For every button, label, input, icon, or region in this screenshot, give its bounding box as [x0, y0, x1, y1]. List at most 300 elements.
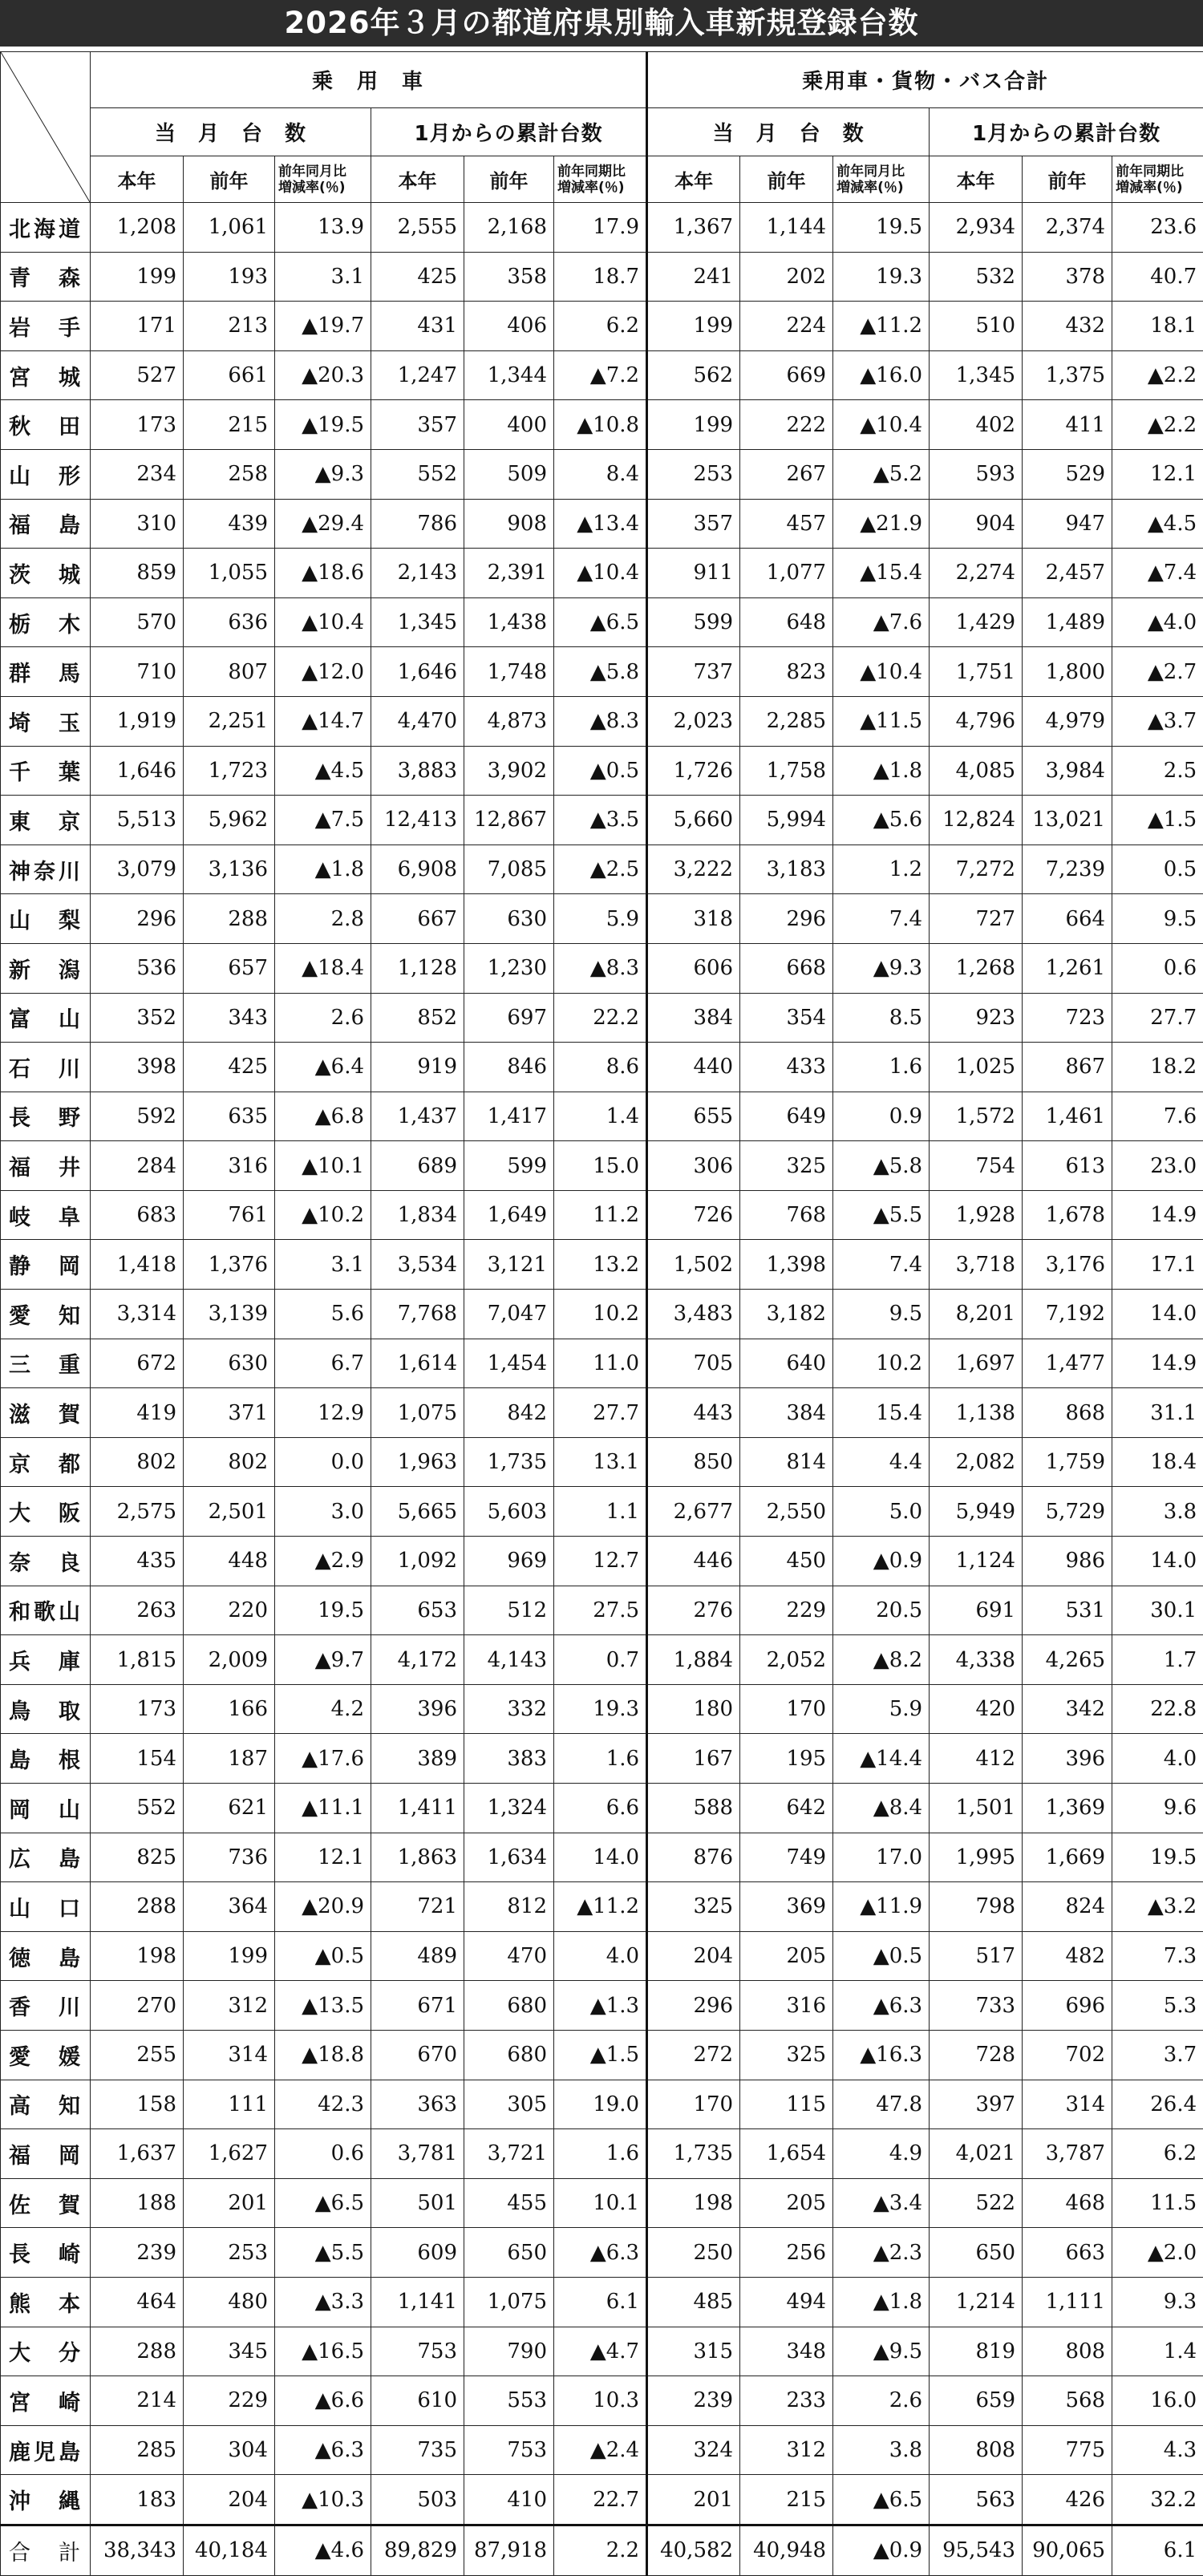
table-cell: ▲7.5 — [275, 796, 371, 845]
table-cell: 4,143 — [464, 1635, 554, 1685]
table-cell: 609 — [371, 2228, 464, 2278]
table-cell: 648 — [740, 597, 833, 647]
table-row — [1, 2129, 1203, 2179]
table-cell: 696 — [1023, 1981, 1112, 2031]
table-cell: 89,829 — [371, 2525, 464, 2575]
table-cell: ▲10.8 — [554, 400, 647, 450]
table-row — [1, 2080, 1203, 2129]
table-cell: 852 — [371, 993, 464, 1043]
table-cell: 2,168 — [464, 203, 554, 253]
table-cell: 5.0 — [833, 1487, 930, 1537]
table-cell: 1,634 — [464, 1833, 554, 1882]
table-cell: 3.8 — [833, 2425, 930, 2475]
table-cell: 0.6 — [1112, 943, 1203, 993]
table-cell: 90,065 — [1023, 2525, 1112, 2575]
table-row — [1, 499, 1203, 549]
table-row — [1, 1586, 1203, 1635]
table-cell: 3,534 — [371, 1240, 464, 1290]
prefecture-name: 和歌山 — [1, 1586, 91, 1635]
table-cell: 180 — [647, 1684, 740, 1734]
col-header-yoy-line2: 増減率(％) — [275, 180, 371, 196]
table-row — [1, 2475, 1203, 2525]
group-header-passenger: 乗 用 車 — [91, 52, 647, 108]
subheader-month: 当 月 台 数 — [647, 108, 930, 156]
table-cell: 12.1 — [275, 1833, 371, 1882]
table-cell: 345 — [184, 2327, 275, 2376]
table-cell: 4,470 — [371, 696, 464, 746]
table-cell: 396 — [371, 1684, 464, 1734]
prefecture-name: 長 野 — [1, 1092, 91, 1141]
table-cell: 536 — [91, 943, 184, 993]
table-cell: 154 — [91, 1734, 184, 1784]
table-cell: 27.5 — [554, 1586, 647, 1635]
table-cell: 378 — [1023, 252, 1112, 302]
table-cell: 621 — [184, 1784, 275, 1833]
table-row — [1, 2030, 1203, 2080]
prefecture-name: 埼 玉 — [1, 696, 91, 746]
table-cell: 440 — [647, 1043, 740, 1092]
table-cell: 3,182 — [740, 1290, 833, 1339]
table-cell: 1,214 — [930, 2277, 1023, 2327]
table-cell: 5,665 — [371, 1487, 464, 1537]
table-cell: 657 — [184, 943, 275, 993]
table-cell: 1,735 — [647, 2129, 740, 2179]
table-cell: 3.8 — [1112, 1487, 1203, 1537]
table-cell: 1.2 — [833, 844, 930, 894]
table-row — [1, 400, 1203, 450]
table-cell: ▲8.4 — [833, 1784, 930, 1833]
table-cell: 599 — [647, 597, 740, 647]
table-cell: 450 — [740, 1537, 833, 1586]
table-cell: 1,646 — [91, 746, 184, 796]
table-cell: 2,274 — [930, 549, 1023, 598]
table-cell: 22.7 — [554, 2475, 647, 2525]
table-cell: ▲2.0 — [1112, 2228, 1203, 2278]
table-cell: ▲11.2 — [833, 302, 930, 351]
table-cell: 357 — [647, 499, 740, 549]
table-cell: 3,483 — [647, 1290, 740, 1339]
table-cell: 1.6 — [554, 1734, 647, 1784]
table-cell: ▲2.5 — [554, 844, 647, 894]
table-cell: 1,919 — [91, 696, 184, 746]
col-header-last-year: 前年 — [184, 156, 275, 203]
table-cell: ▲11.1 — [275, 1784, 371, 1833]
table-cell: 5,962 — [184, 796, 275, 845]
table-cell: 448 — [184, 1537, 275, 1586]
table-cell: ▲14.7 — [275, 696, 371, 746]
table-cell: ▲10.3 — [275, 2475, 371, 2525]
table-cell: 3,883 — [371, 746, 464, 796]
table-cell: 1,928 — [930, 1190, 1023, 1240]
table-row — [1, 746, 1203, 796]
table-cell: 3,183 — [740, 844, 833, 894]
table-cell: 2,934 — [930, 203, 1023, 253]
prefecture-name: 奈 良 — [1, 1537, 91, 1586]
table-cell: 494 — [740, 2277, 833, 2327]
table-cell: 1,141 — [371, 2277, 464, 2327]
table-cell: 753 — [464, 2425, 554, 2475]
prefecture-name: 北海道 — [1, 203, 91, 253]
table-cell: 406 — [464, 302, 554, 351]
table-cell: 267 — [740, 449, 833, 499]
table-cell: 842 — [464, 1388, 554, 1438]
table-cell: 3,139 — [184, 1290, 275, 1339]
table-cell: ▲2.2 — [1112, 350, 1203, 400]
table-cell: 199 — [184, 1931, 275, 1981]
table-cell: 389 — [371, 1734, 464, 1784]
table-cell: ▲13.5 — [275, 1981, 371, 2031]
table-cell: 1,128 — [371, 943, 464, 993]
table-cell: 288 — [91, 1882, 184, 1932]
prefecture-name: 鳥 取 — [1, 1684, 91, 1734]
table-cell: 4,265 — [1023, 1635, 1112, 1685]
table-row — [1, 1388, 1203, 1438]
table-cell: 721 — [371, 1882, 464, 1932]
table-row — [1, 350, 1203, 400]
table-cell: 661 — [184, 350, 275, 400]
table-cell: ▲7.4 — [1112, 549, 1203, 598]
table-cell: 480 — [184, 2277, 275, 2327]
col-header-yoy-line1: 前年同月比 — [275, 164, 371, 180]
table-cell: ▲1.8 — [833, 2277, 930, 2327]
table-cell: 6.1 — [1112, 2525, 1203, 2575]
table-cell: 258 — [184, 449, 275, 499]
table-cell: ▲8.2 — [833, 1635, 930, 1685]
table-cell: 47.8 — [833, 2080, 930, 2129]
table-cell: 27.7 — [1112, 993, 1203, 1043]
table-cell: 316 — [184, 1141, 275, 1191]
table-cell: 187 — [184, 1734, 275, 1784]
table-cell: 1,124 — [930, 1537, 1023, 1586]
table-cell: 710 — [91, 647, 184, 697]
table-cell: 296 — [647, 1981, 740, 2031]
table-cell: 3,902 — [464, 746, 554, 796]
table-cell: 1,398 — [740, 1240, 833, 1290]
table-cell: 723 — [1023, 993, 1112, 1043]
table-cell: 5,949 — [930, 1487, 1023, 1537]
prefecture-name: 長 崎 — [1, 2228, 91, 2278]
table-cell: 305 — [464, 2080, 554, 2129]
table-cell: 1,345 — [930, 350, 1023, 400]
table-cell: 2,023 — [647, 696, 740, 746]
table-cell: 2.2 — [554, 2525, 647, 2575]
table-cell: 7.3 — [1112, 1931, 1203, 1981]
table-cell: 1,075 — [464, 2277, 554, 2327]
table-cell: 823 — [740, 647, 833, 697]
table-cell: ▲12.0 — [275, 647, 371, 697]
table-cell: ▲10.4 — [554, 549, 647, 598]
table-cell: 256 — [740, 2228, 833, 2278]
table-cell: 425 — [371, 252, 464, 302]
table-cell: ▲10.4 — [275, 597, 371, 647]
table-cell: 23.0 — [1112, 1141, 1203, 1191]
table-cell: 1.6 — [554, 2129, 647, 2179]
table-cell: ▲1.8 — [275, 844, 371, 894]
table-cell: 1,077 — [740, 549, 833, 598]
table-cell: 3,787 — [1023, 2129, 1112, 2179]
table-cell: 2.6 — [833, 2376, 930, 2426]
table-row — [1, 203, 1203, 253]
table-cell: 304 — [184, 2425, 275, 2475]
table-cell: ▲3.5 — [554, 796, 647, 845]
table-cell: 5.9 — [833, 1684, 930, 1734]
table-cell: 22.8 — [1112, 1684, 1203, 1734]
table-cell: ▲1.8 — [833, 746, 930, 796]
col-header-yoy-line2: 増減率(％) — [1112, 180, 1203, 196]
table-cell: 754 — [930, 1141, 1023, 1191]
table-row — [1, 1882, 1203, 1932]
table-cell: 7,085 — [464, 844, 554, 894]
table-cell: 636 — [184, 597, 275, 647]
table-cell: ▲5.8 — [833, 1141, 930, 1191]
table-cell: 17.1 — [1112, 1240, 1203, 1290]
table-cell: 3,176 — [1023, 1240, 1112, 1290]
table-cell: 531 — [1023, 1586, 1112, 1635]
table-cell: ▲9.5 — [833, 2327, 930, 2376]
table-cell: 369 — [740, 1882, 833, 1932]
table-cell: 288 — [184, 894, 275, 944]
table-cell: 8.6 — [554, 1043, 647, 1092]
table-cell: 1,417 — [464, 1092, 554, 1141]
table-cell: 315 — [647, 2327, 740, 2376]
table-cell: 400 — [464, 400, 554, 450]
table-cell: 312 — [740, 2425, 833, 2475]
table-cell: 306 — [647, 1141, 740, 1191]
table-cell: 1,627 — [184, 2129, 275, 2179]
table-row — [1, 2277, 1203, 2327]
table-cell: 689 — [371, 1141, 464, 1191]
table-cell: 457 — [740, 499, 833, 549]
table-cell: 1,646 — [371, 647, 464, 697]
table-cell: ▲9.3 — [275, 449, 371, 499]
table-cell: 229 — [184, 2376, 275, 2426]
table-cell: 1,726 — [647, 746, 740, 796]
table-cell: ▲20.9 — [275, 1882, 371, 1932]
table-cell: 40,184 — [184, 2525, 275, 2575]
table-cell: 425 — [184, 1043, 275, 1092]
prefecture-name: 香 川 — [1, 1981, 91, 2031]
table-cell: ▲7.2 — [554, 350, 647, 400]
table-cell: 522 — [930, 2178, 1023, 2228]
prefecture-name: 静 岡 — [1, 1240, 91, 1290]
table-cell: 0.0 — [275, 1437, 371, 1487]
table-cell: 11.0 — [554, 1339, 647, 1388]
table-cell: ▲2.2 — [1112, 400, 1203, 450]
table-cell: 1,230 — [464, 943, 554, 993]
prefecture-name: 佐 賀 — [1, 2178, 91, 2228]
col-header-yoy-month — [275, 156, 371, 203]
table-cell: ▲1.3 — [554, 1981, 647, 2031]
table-cell: 705 — [647, 1339, 740, 1388]
registration-table — [0, 51, 1203, 2576]
table-row — [1, 1635, 1203, 1685]
table-cell: 6.7 — [275, 1339, 371, 1388]
table-cell: 669 — [740, 350, 833, 400]
table-cell: ▲11.9 — [833, 1882, 930, 1932]
table-cell: 201 — [184, 2178, 275, 2228]
table-cell: 649 — [740, 1092, 833, 1141]
table-cell: 19.5 — [833, 203, 930, 253]
table-cell: 1,863 — [371, 1833, 464, 1882]
table-cell: 775 — [1023, 2425, 1112, 2475]
table-cell: 552 — [371, 449, 464, 499]
table-cell: 396 — [1023, 1734, 1112, 1784]
prefecture-name: 福 岡 — [1, 2129, 91, 2179]
table-cell: 1,025 — [930, 1043, 1023, 1092]
table-cell: 736 — [184, 1833, 275, 1882]
table-cell: 868 — [1023, 1388, 1112, 1438]
table-cell: ▲29.4 — [275, 499, 371, 549]
prefecture-name: 福 井 — [1, 1141, 91, 1191]
table-cell: 222 — [740, 400, 833, 450]
table-cell: ▲19.7 — [275, 302, 371, 351]
table-cell: 691 — [930, 1586, 1023, 1635]
prefecture-name: 大 分 — [1, 2327, 91, 2376]
table-cell: 229 — [740, 1586, 833, 1635]
table-cell: ▲2.4 — [554, 2425, 647, 2475]
prefecture-name: 宮 崎 — [1, 2376, 91, 2426]
table-cell: 14.9 — [1112, 1190, 1203, 1240]
table-cell: 563 — [930, 2475, 1023, 2525]
table-cell: 3,781 — [371, 2129, 464, 2179]
table-cell: 653 — [371, 1586, 464, 1635]
table-cell: ▲18.6 — [275, 549, 371, 598]
table-cell: 1,501 — [930, 1784, 1023, 1833]
table-cell: 443 — [647, 1388, 740, 1438]
table-cell: ▲4.5 — [1112, 499, 1203, 549]
table-cell: 253 — [647, 449, 740, 499]
col-header-yoy-line2: 増減率(％) — [554, 180, 646, 196]
table-cell: ▲17.6 — [275, 1734, 371, 1784]
table-cell: 1,144 — [740, 203, 833, 253]
table-cell: 876 — [647, 1833, 740, 1882]
table-cell: 570 — [91, 597, 184, 647]
table-row — [1, 1092, 1203, 1141]
table-cell: 285 — [91, 2425, 184, 2475]
table-cell: 7,239 — [1023, 844, 1112, 894]
table-row — [1, 1190, 1203, 1240]
table-cell: 1,376 — [184, 1240, 275, 1290]
table-cell: 904 — [930, 499, 1023, 549]
table-cell: 911 — [647, 549, 740, 598]
table-cell: 272 — [647, 2030, 740, 2080]
table-cell: 1,884 — [647, 1635, 740, 1685]
table-row — [1, 993, 1203, 1043]
table-cell: 431 — [371, 302, 464, 351]
table-cell: 11.5 — [1112, 2178, 1203, 2228]
table-cell: ▲21.9 — [833, 499, 930, 549]
table-cell: 947 — [1023, 499, 1112, 549]
table-cell: 509 — [464, 449, 554, 499]
table-cell: 532 — [930, 252, 1023, 302]
table-cell: ▲18.4 — [275, 943, 371, 993]
table-cell: 166 — [184, 1684, 275, 1734]
table-cell: 2,374 — [1023, 203, 1112, 253]
table-cell: 859 — [91, 549, 184, 598]
table-row — [1, 549, 1203, 598]
table-cell: 358 — [464, 252, 554, 302]
table-cell: ▲18.8 — [275, 2030, 371, 2080]
table-cell: 3,718 — [930, 1240, 1023, 1290]
table-cell: ▲1.5 — [1112, 796, 1203, 845]
table-cell: 173 — [91, 400, 184, 450]
col-header-last-year: 前年 — [740, 156, 833, 203]
total-row — [1, 2525, 1203, 2575]
table-cell: 3,222 — [647, 844, 740, 894]
table-cell: 12.1 — [1112, 449, 1203, 499]
table-cell: ▲3.4 — [833, 2178, 930, 2228]
prefecture-name: 神奈川 — [1, 844, 91, 894]
table-cell: 5,660 — [647, 796, 740, 845]
table-cell: 9.6 — [1112, 1784, 1203, 1833]
col-header-yoy-month — [833, 156, 930, 203]
table-cell: 1,075 — [371, 1388, 464, 1438]
table-cell: 735 — [371, 2425, 464, 2475]
table-row — [1, 2327, 1203, 2376]
prefecture-name: 滋 賀 — [1, 1388, 91, 1438]
table-cell: 239 — [647, 2376, 740, 2426]
table-cell: ▲9.3 — [833, 943, 930, 993]
table-cell: 314 — [1023, 2080, 1112, 2129]
table-cell: 183 — [91, 2475, 184, 2525]
prefecture-name: 愛 媛 — [1, 2030, 91, 2080]
table-cell: 18.1 — [1112, 302, 1203, 351]
table-cell: 384 — [647, 993, 740, 1043]
table-row — [1, 302, 1203, 351]
table-cell: 702 — [1023, 2030, 1112, 2080]
table-cell: ▲0.5 — [275, 1931, 371, 1981]
table-cell: 3,136 — [184, 844, 275, 894]
table-cell: 0.9 — [833, 1092, 930, 1141]
table-cell: 241 — [647, 252, 740, 302]
table-row — [1, 2178, 1203, 2228]
table-cell: 5.3 — [1112, 1981, 1203, 2031]
table-row — [1, 449, 1203, 499]
table-cell: 4,172 — [371, 1635, 464, 1685]
table-cell: 2,555 — [371, 203, 464, 253]
col-header-this-year: 本年 — [930, 156, 1023, 203]
table-cell: 2,251 — [184, 696, 275, 746]
table-cell: 193 — [184, 252, 275, 302]
table-cell: ▲10.2 — [275, 1190, 371, 1240]
table-cell: ▲3.7 — [1112, 696, 1203, 746]
table-cell: ▲1.5 — [554, 2030, 647, 2080]
table-cell: 12.9 — [275, 1388, 371, 1438]
table-cell: 42.3 — [275, 2080, 371, 2129]
table-cell: 1.7 — [1112, 1635, 1203, 1685]
col-header-this-year: 本年 — [371, 156, 464, 203]
table-cell: 234 — [91, 449, 184, 499]
table-cell: 455 — [464, 2178, 554, 2228]
table-cell: 1,697 — [930, 1339, 1023, 1388]
table-cell: 1,061 — [184, 203, 275, 253]
table-cell: 7.6 — [1112, 1092, 1203, 1141]
col-header-yoy-line1: 前年同月比 — [833, 164, 929, 180]
table-cell: 31.1 — [1112, 1388, 1203, 1438]
table-cell: 5,513 — [91, 796, 184, 845]
table-cell: 867 — [1023, 1043, 1112, 1092]
table-cell: 1,411 — [371, 1784, 464, 1833]
table-cell: 426 — [1023, 2475, 1112, 2525]
table-cell: 198 — [91, 1931, 184, 1981]
table-cell: 749 — [740, 1833, 833, 1882]
table-cell: 4,085 — [930, 746, 1023, 796]
table-cell: 798 — [930, 1882, 1023, 1932]
table-cell: 768 — [740, 1190, 833, 1240]
table-cell: 814 — [740, 1437, 833, 1487]
table-cell: 663 — [1023, 2228, 1112, 2278]
table-row — [1, 252, 1203, 302]
